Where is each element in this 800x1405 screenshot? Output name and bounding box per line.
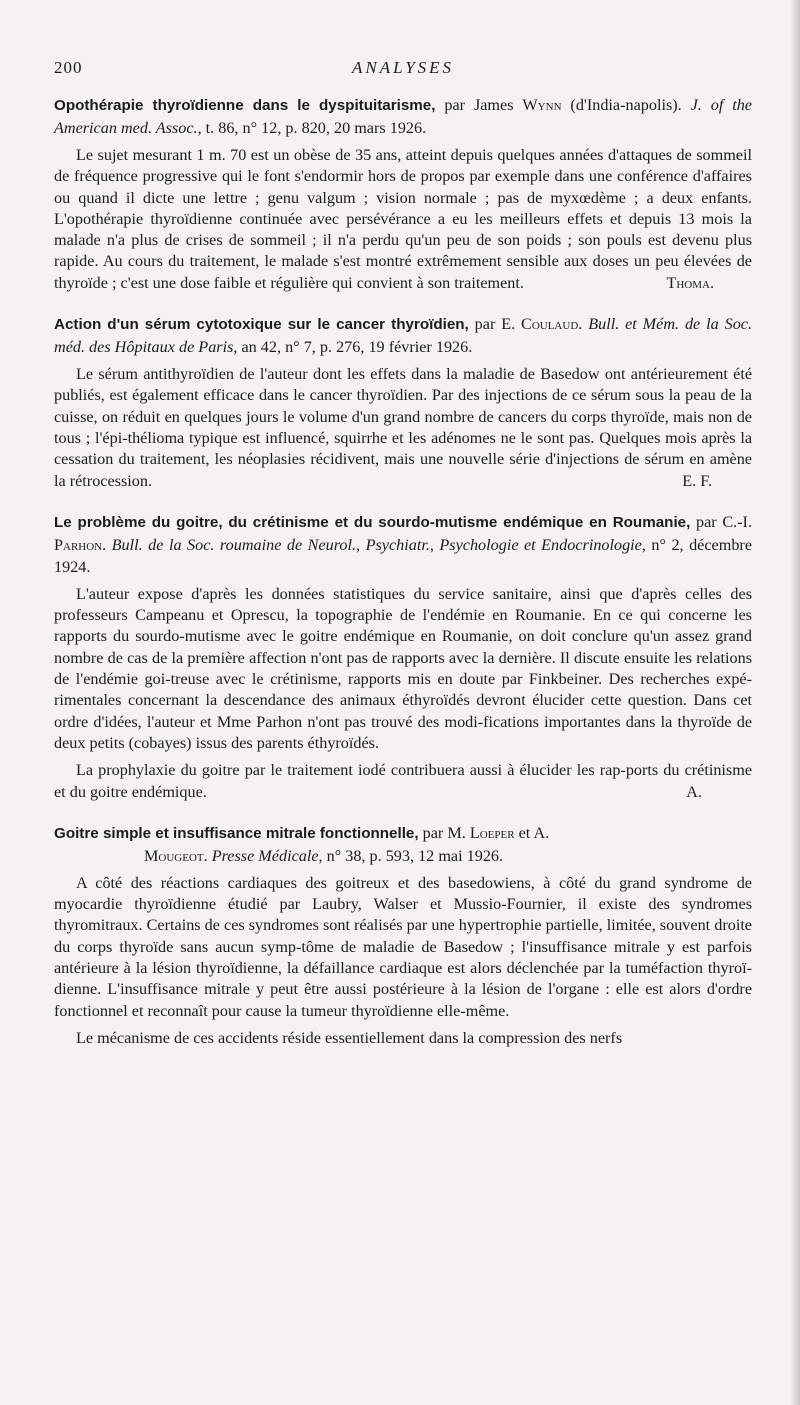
- article-1-paragraph-1: [54, 145, 752, 294]
- article-1-byline-mid: (d'India-napolis).: [561, 96, 691, 114]
- article-3-paragraph-2-text: La prophylaxie du goitre par le traitement iodé contribuera aussi à élucider les rap-ports du crétinisme et du goitre endémique.: [54, 761, 752, 801]
- article-2-reference: , an 42, n° 7, p. 276, 19 février 1926.: [233, 338, 473, 357]
- article-3-paragraph-1: L'auteur expose d'après les données statistiques du service sanitaire, ainsi que d'après celles des professeurs Campeanu et Oprescu, la topographie de l'endémie en Roumanie. En ce qui concerne les rapports du sourdo-mutisme avec le goitre endémique en Roumanie, on doit conclure qu'un assez grand nombre de cas de la première affection n'ont pas de rapports avec la dernière. Il discute ensuite les relations de l'endémie goi-treuse avec le crétinisme, rapports mis en doute par Finkbeiner. Des recherches expé-rimentales concernant la descendance des animaux éthyroïdés devront élucider cette question. Dans cet ordre d'idées, l'auteur et Mme Parhon n'ont pas trouvé des modi-fications importantes dans la thyroïde de deux petits (cobayes) issus des parents éthyroïdés.: [54, 584, 752, 752]
- article-2-journal: Bull. et Mém. de la Soc. méd. des Hôpitaux de Paris: [54, 315, 753, 357]
- article-1-journal: J. of the American med. Assoc.: [54, 96, 752, 137]
- article-2-paragraph-1-text: Le sérum antithyroïdien de l'auteur dont les effets dans la maladie de Basedow ont antérieurement été publiés, est également efficace dans le cancer thyroïdien. Par des injections de ce sérum sous la peau de la cuisse, on réduit en quelques jours le volume d'un grand nombre de cancers du corps thyroïde, mais non de tous ; l'épi-thélioma typique est influencé, squirrhe et les adénomes ne le sont pas. Quelques mois après la cessation du traitement, les néoplasies récidivent, mais une nouvelle série d'injections de sérum en amène la rétrocession.: [54, 365, 752, 490]
- article-2-title: Action d'un sérum cytotoxique sur le cancer thyroïdien,: [54, 316, 469, 334]
- article-1-reference: , t. 86, n° 12, p. 820, 20 mars 1926.: [197, 119, 427, 137]
- article-1-signature: Thoma.: [666, 273, 714, 292]
- running-title: ANALYSES: [351, 58, 455, 77]
- article-3-heading: [54, 511, 752, 578]
- article-1-author: Wynn: [522, 96, 562, 114]
- article-3: [54, 511, 752, 803]
- article-2-author: Coulaud: [521, 315, 579, 334]
- page-edge-shadow: [790, 0, 800, 1405]
- article-2-heading: [54, 313, 752, 358]
- article-3-title: Le problème du goitre, du crétinisme et du sourdo-mutisme endémique en Roumanie,: [54, 513, 691, 531]
- article-4-byline: par M.: [418, 823, 470, 842]
- article-1: [54, 94, 752, 294]
- article-4-author: Loeper: [469, 823, 515, 842]
- article-2: [54, 313, 752, 492]
- article-1-title: Opothérapie thyroïdienne dans le dyspituitarisme,: [54, 97, 436, 114]
- article-1-byline: par James: [435, 96, 523, 114]
- article-3-paragraph-2: [54, 760, 752, 803]
- page: [54, 58, 752, 1049]
- article-1-paragraph-1-text: Le sujet mesurant 1 m. 70 est un obèse de 35 ans, atteint depuis quelques années d'attaques de sommeil de fréquence progressive qui le font s'endormir hors de propos par exemple dans une conférence d'affaires ou quand il dicte une lettre ; genu valgum ; vision normale ; pas de myxœdème ; a deux enfants. L'opothérapie thyroïdienne continuée avec persévérance a eu les meilleurs effets et depuis 13 mois la malade n'a plus de crises de sommeil ; il n'a perdu qu'un peu de son poids ; son pouls est devenu plus rapide. Au cours du traitement, le malade s'est montré extrêmement sensible aux doses un peu élevées de thyroïde ; c'est une dose faible et régulière qui convient à son traitement.: [54, 146, 752, 292]
- article-2-byline: par E.: [468, 315, 522, 334]
- article-4-author-2: Mougeot: [144, 846, 204, 865]
- article-4-paragraph-2: Le mécanisme de ces accidents réside essentiellement dans la compression des nerfs: [76, 1028, 623, 1047]
- article-1-heading: [54, 94, 752, 139]
- article-4: [54, 822, 752, 1049]
- article-3-author: Parhon: [54, 535, 103, 554]
- article-3-byline-mid: .: [102, 535, 112, 554]
- page-number: 200: [54, 58, 83, 77]
- article-4-title: Goitre simple et insuffisance mitrale fonctionnelle,: [54, 824, 419, 842]
- article-3-byline: par C.-I.: [690, 512, 752, 531]
- article-2-byline-mid: .: [578, 315, 589, 334]
- article-2-signature: E. F.: [682, 471, 712, 490]
- article-3-signature: A.: [686, 782, 702, 801]
- article-4-byline-mid: .: [203, 846, 212, 865]
- article-3-journal: Bull. de la Soc. roumaine de Neurol., Psychiatr., Psychologie et Endocrinologie: [111, 535, 642, 554]
- article-4-byline-and: et A.: [514, 823, 550, 842]
- article-2-paragraph-1: [54, 364, 752, 492]
- article-3-reference: , n° 2, décembre 1924.: [54, 535, 752, 576]
- article-4-heading: [54, 822, 752, 867]
- article-4-paragraph-1: A côté des réactions cardiaques des goitreux et des basedowiens, à côté du grand syndrome de myocardie thyroïdienne étudié par Laubry, Walser et Mussio-Fournier, il existe des syndromes thyromitraux. Certains de ces syndromes sont réalisés par une hypertrophie partielle, limitée, souvent droite du corps thyroïde sans aucun symp-tôme de maladie de Basedow ; l'insuffisance mitrale y est parfois antérieure à la lésion thyroïdienne, la défaillance cardiaque est alors déclenchée par la tuméfaction thyroï-dienne. L'insuffisance mitrale y peut être aussi postérieure à la lésion de l'organe : elle est alors d'ordre fonctionnel et reconnaît pour cause la tumeur thyroïdienne elle-même.: [54, 873, 752, 1020]
- article-4-reference: , n° 38, p. 593, 12 mai 1926.: [318, 846, 504, 865]
- running-head: [54, 58, 752, 84]
- article-4-journal: Presse Médicale: [211, 846, 319, 865]
